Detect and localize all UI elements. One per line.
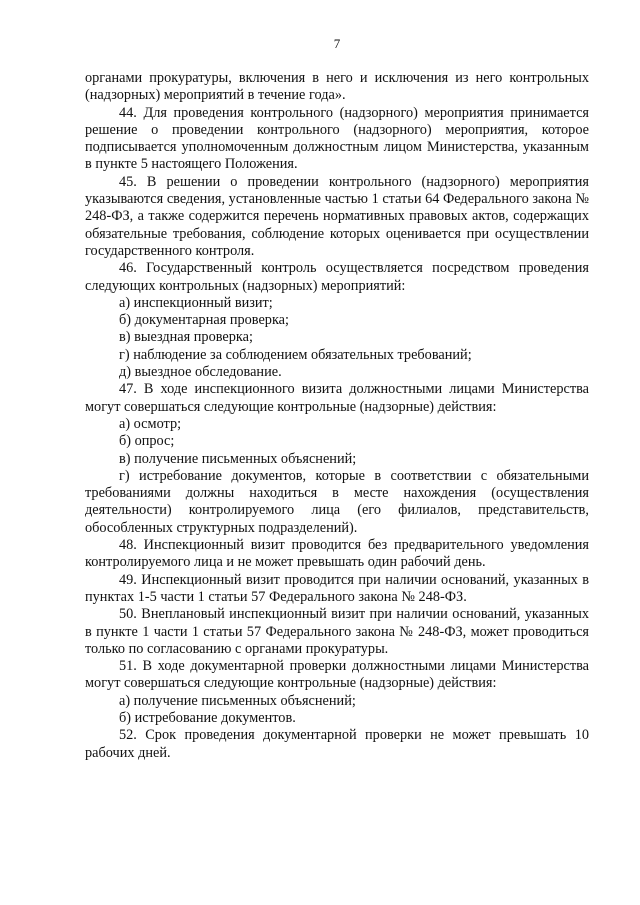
paragraph-48: 48. Инспекционный визит проводится без предварительного уведомления контролируемого лица и не может превышать один рабочий день. [85,537,589,571]
page-number: 7 [333,36,341,51]
paragraph-50: 50. Внеплановый инспекционный визит при наличии оснований, указанных в пункте 1 части 1 статьи 57 Федерального закона № 248-ФЗ, может проводиться только по согласованию с органами прокуратуры. [85,606,589,657]
list-item: в) выездная проверка; [119,329,253,346]
paragraph-44: 44. Для проведения контрольного (надзорного) мероприятия принимается решение о проведении контрольного (надзорного) мероприятия, которое подписывается уполномоченным должностным лицом Министерства, указанным в пункте 5 настоящего Положения. [85,104,589,173]
paragraph-45: 45. В решении о проведении контрольного (надзорного) мероприятия указываются сведения, установленные частью 1 статьи 64 Федерального закона № 248-ФЗ, а также содержится перечень нормативных правовых актов, содержащих обязательные требования, соблюдение которых оценивается при осуществлении государственного контроля. [85,173,589,259]
paragraph-47: 47. В ходе инспекционного визита должностными лицами Министерства могут совершаться следующие контрольные (надзорные) действия: [85,381,589,415]
list-item: б) опрос; [119,433,175,450]
list-item: в) получение письменных объяснений; [119,450,357,467]
list-item: г) наблюдение за соблюдением обязательных требований; [119,346,472,363]
paragraph-52: 52. Срок проведения документарной проверки не может превышать 10 рабочих дней. [85,727,589,761]
document-page [85,36,589,762]
paragraph-46: 46. Государственный контроль осуществляется посредством проведения следующих контрольных (надзорных) мероприятий: [85,260,589,294]
list-item-long: г) истребование документов, которые в соответствии с обязательными требованиями должны находиться в месте нахождения (осуществления деятельности) контролируемого лица (его филиалов, представительств, обособленных структурных подразделений). [85,467,589,536]
list-item: д) выездное обследование. [119,364,282,381]
paragraph-51: 51. В ходе документарной проверки должностными лицами Министерства могут совершаться следующие контрольные (надзорные) действия: [85,658,589,692]
list-item: б) документарная проверка; [119,312,289,329]
list-item: а) получение письменных объяснений; [119,692,356,709]
list-item: б) истребование документов. [119,709,296,726]
paragraph-49: 49. Инспекционный визит проводится при наличии оснований, указанных в пунктах 1-5 части 1 статьи 57 Федерального закона № 248-ФЗ. [85,571,589,605]
list-item: а) инспекционный визит; [119,294,273,311]
list-item: а) осмотр; [119,415,182,432]
paragraph-continuation: органами прокуратуры, включения в него и исключения из него контрольных (надзорных) мероприятий в течение года». [85,70,589,104]
